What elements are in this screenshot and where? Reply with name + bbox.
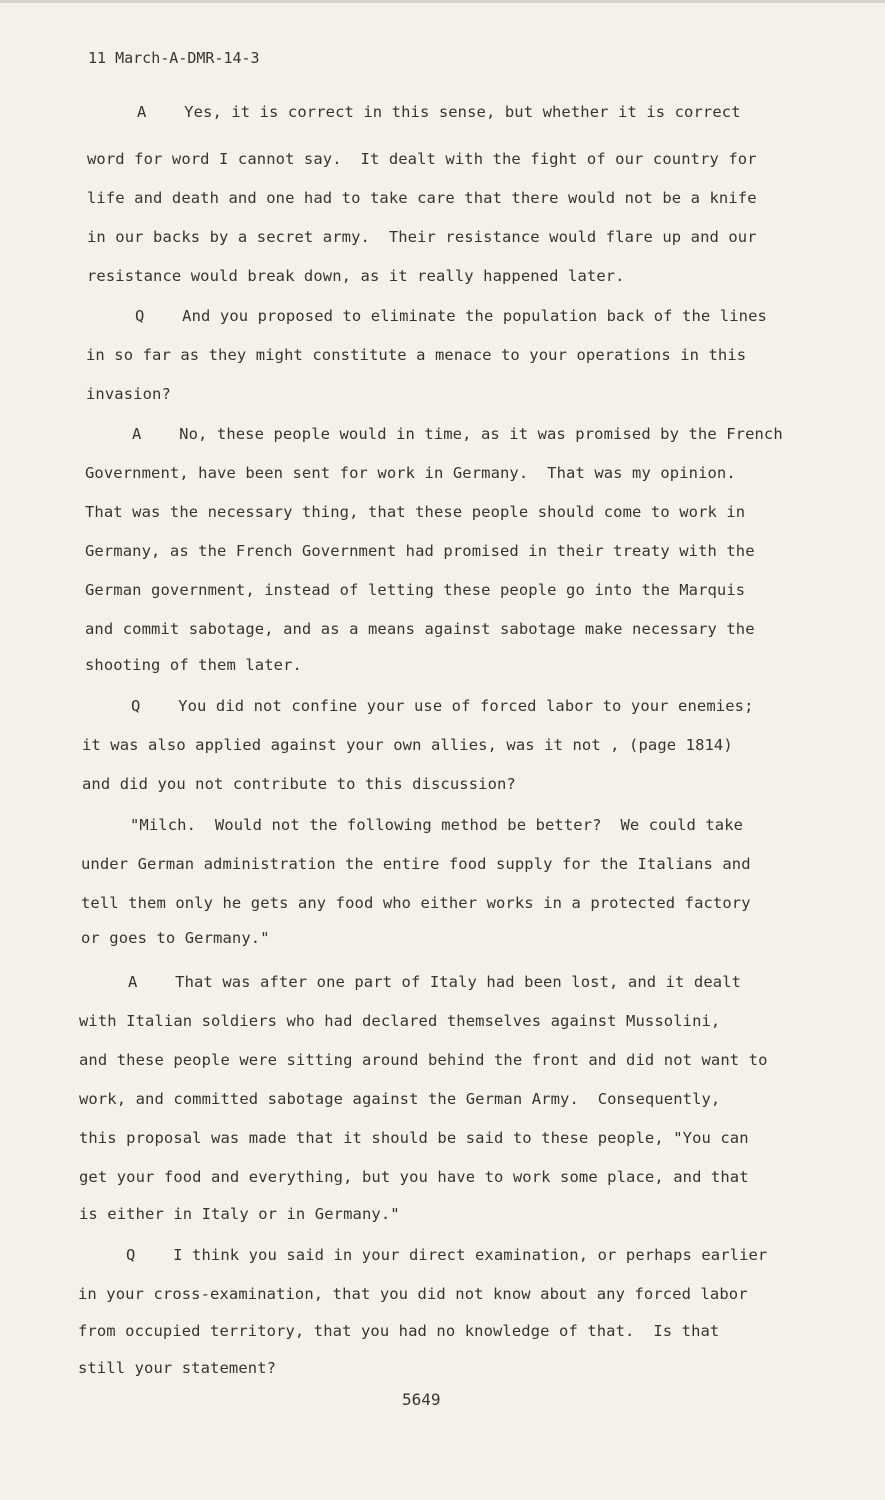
text-line: A That was after one part of Italy had been lost, and it dealt (128, 973, 742, 991)
text-line: and did you not contribute to this discussion? (82, 775, 516, 793)
text-line: in so far as they might constitute a menace to your operations in this (86, 346, 747, 364)
text-line: That was the necessary thing, that these people should come to work in (85, 503, 746, 521)
text-line: is either in Italy or in Germany." (79, 1205, 400, 1223)
text-line: in your cross-examination, that you did not know about any forced labor (78, 1285, 748, 1303)
text-line: and these people were sitting around behind the front and did not want to (79, 1051, 768, 1069)
text-line: life and death and one had to take care that there would not be a knife (87, 189, 757, 207)
text-line: tell them only he gets any food who either works in a protected factory (81, 894, 751, 912)
text-line: resistance would break down, as it really happened later. (87, 267, 625, 285)
text-line: Government, have been sent for work in Germany. That was my opinion. (85, 464, 736, 482)
text-line: German government, instead of letting these people go into the Marquis (85, 581, 746, 599)
text-line: word for word I cannot say. It dealt with the fight of our country for (87, 150, 757, 168)
text-line: and commit sabotage, and as a means against sabotage make necessary the (85, 620, 755, 638)
text-line: work, and committed sabotage against the German Army. Consequently, (79, 1090, 721, 1108)
text-line: Q You did not confine your use of forced labor to your enemies; (131, 697, 754, 715)
text-line: "Milch. Would not the following method be better? We could take (130, 816, 744, 834)
text-line: Q And you proposed to eliminate the population back of the lines (135, 307, 767, 325)
text-line: shooting of them later. (85, 656, 302, 674)
text-line: invasion? (86, 385, 171, 403)
text-line: in our backs by a secret army. Their resistance would flare up and our (87, 228, 757, 246)
text-line: A Yes, it is correct in this sense, but whether it is correct (137, 103, 741, 121)
text-line: get your food and everything, but you have to work some place, and that (79, 1168, 749, 1186)
text-line: this proposal was made that it should be said to these people, "You can (79, 1129, 749, 1147)
text-line: A No, these people would in time, as it was promised by the French (132, 425, 783, 443)
page-top-edge (0, 0, 885, 3)
text-line: under German administration the entire food supply for the Italians and (81, 855, 751, 873)
document-reference: 11 March-A-DMR-14-3 (88, 49, 260, 67)
text-line: Q I think you said in your direct examination, or perhaps earlier (126, 1246, 768, 1264)
text-line: with Italian soldiers who had declared themselves against Mussolini, (79, 1012, 721, 1030)
text-line: from occupied territory, that you had no knowledge of that. Is that (78, 1322, 720, 1340)
text-line: or goes to Germany." (81, 929, 270, 947)
page-number: 5649 (402, 1390, 441, 1409)
text-line: it was also applied against your own allies, was it not , (page 1814) (82, 736, 733, 754)
text-line: Germany, as the French Government had promised in their treaty with the (85, 542, 755, 560)
text-line: still your statement? (78, 1359, 277, 1377)
